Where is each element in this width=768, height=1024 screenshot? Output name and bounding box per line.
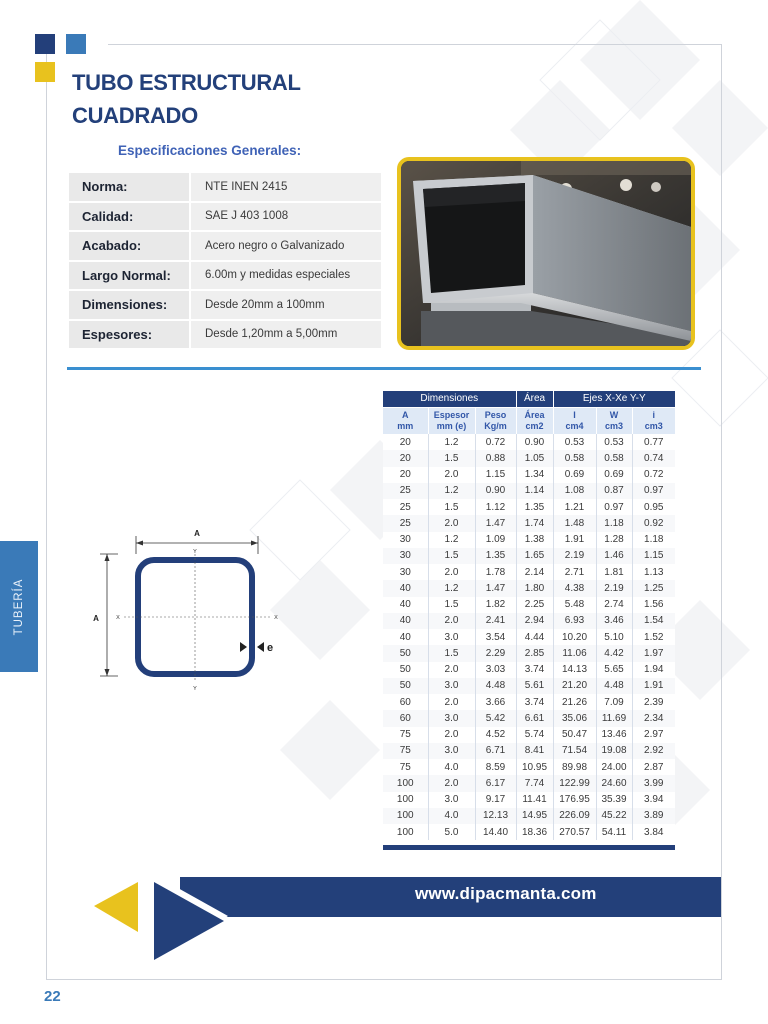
table-row <box>383 743 675 759</box>
table-cell: 100 <box>383 808 428 824</box>
table-cell: 11.69 <box>596 710 632 726</box>
table-cell: 14.95 <box>516 808 553 824</box>
technical-data-table <box>383 391 675 840</box>
table-cell: 40 <box>383 597 428 613</box>
table-cell: 3.46 <box>596 613 632 629</box>
table-cell: 5.74 <box>516 727 553 743</box>
table-cell: 5.61 <box>516 678 553 694</box>
table-row <box>383 597 675 613</box>
table-row <box>383 450 675 466</box>
table-cell: 50 <box>383 662 428 678</box>
column-header-unit: cm3 <box>604 420 623 431</box>
table-cell: 89.98 <box>553 759 596 775</box>
table-row <box>383 548 675 564</box>
table-cell: 1.34 <box>516 467 553 483</box>
spec-row <box>69 291 381 321</box>
table-cell: 1.94 <box>632 662 675 678</box>
table-cell: 2.87 <box>632 759 675 775</box>
table-cell: 0.72 <box>475 434 516 450</box>
table-cell: 1.91 <box>553 532 596 548</box>
table-cell: 3.03 <box>475 662 516 678</box>
table-cell: 6.17 <box>475 775 516 791</box>
table-cell: 3.84 <box>632 824 675 840</box>
table-cell: 1.65 <box>516 548 553 564</box>
column-header-unit: Kg/m <box>484 420 507 431</box>
table-cell: 13.46 <box>596 727 632 743</box>
axis-label-x-right: X <box>274 615 278 621</box>
table-cell: 1.80 <box>516 580 553 596</box>
table-cell: 20 <box>383 450 428 466</box>
table-cell: 7.74 <box>516 775 553 791</box>
table-cell: 270.57 <box>553 824 596 840</box>
table-cell: 50.47 <box>553 727 596 743</box>
table-cell: 4.0 <box>428 759 475 775</box>
table-cell: 5.65 <box>596 662 632 678</box>
table-cell: 2.74 <box>596 597 632 613</box>
page-title <box>72 66 301 132</box>
page-number: 22 <box>44 988 61 1005</box>
table-row <box>383 662 675 678</box>
table-cell: 1.54 <box>632 613 675 629</box>
table-cell: 2.41 <box>475 613 516 629</box>
table-cell: 3.74 <box>516 662 553 678</box>
table-row <box>383 775 675 791</box>
table-cell: 12.13 <box>475 808 516 824</box>
table-row <box>383 564 675 580</box>
table-cell: 1.46 <box>596 548 632 564</box>
spec-row <box>69 321 381 351</box>
table-cell: 2.0 <box>428 613 475 629</box>
page-title-line-2: CUADRADO <box>72 103 198 128</box>
table-cell: 0.77 <box>632 434 675 450</box>
table-cell: 0.74 <box>632 450 675 466</box>
column-header <box>383 407 428 434</box>
group-header-ejes: Ejes X-Xe Y-Y <box>553 391 675 407</box>
table-cell: 1.12 <box>475 499 516 515</box>
table-cell: 2.0 <box>428 564 475 580</box>
table-cell: 1.35 <box>475 548 516 564</box>
spec-value: Desde 20mm a 100mm <box>191 291 381 321</box>
table-cell: 2.71 <box>553 564 596 580</box>
table-cell: 1.5 <box>428 645 475 661</box>
spec-value: SAE J 403 1008 <box>191 203 381 233</box>
table-cell: 3.0 <box>428 792 475 808</box>
table-cell: 19.08 <box>596 743 632 759</box>
table-cell: 0.72 <box>632 467 675 483</box>
table-row <box>383 727 675 743</box>
navy-square-decoration <box>35 34 55 54</box>
table-cell: 2.29 <box>475 645 516 661</box>
table-cell: 2.92 <box>632 743 675 759</box>
table-row <box>383 499 675 515</box>
table-cell: 0.90 <box>516 434 553 450</box>
blue-square-decoration <box>66 34 86 54</box>
spec-value: NTE INEN 2415 <box>191 173 381 203</box>
table-row <box>383 792 675 808</box>
table-cell: 40 <box>383 613 428 629</box>
table-cell: 0.69 <box>553 467 596 483</box>
axis-label-x-left: X <box>116 615 120 621</box>
spec-label: Largo Normal: <box>69 262 191 292</box>
table-cell: 2.19 <box>553 548 596 564</box>
table-cell: 0.90 <box>475 483 516 499</box>
table-cell: 100 <box>383 792 428 808</box>
table-cell: 0.58 <box>596 450 632 466</box>
table-cell: 0.87 <box>596 483 632 499</box>
table-cell: 1.5 <box>428 499 475 515</box>
table-cell: 6.61 <box>516 710 553 726</box>
table-cell: 45.22 <box>596 808 632 824</box>
spec-row <box>69 232 381 262</box>
table-cell: 1.5 <box>428 450 475 466</box>
spec-label: Acabado: <box>69 232 191 262</box>
table-cell: 2.0 <box>428 727 475 743</box>
table-cell: 3.89 <box>632 808 675 824</box>
table-cell: 5.42 <box>475 710 516 726</box>
table-cell: 3.66 <box>475 694 516 710</box>
table-cell: 2.85 <box>516 645 553 661</box>
column-header-unit: mm <box>397 420 414 431</box>
column-header <box>632 407 675 434</box>
table-cell: 2.25 <box>516 597 553 613</box>
table-cell: 1.97 <box>632 645 675 661</box>
table-cell: 1.08 <box>553 483 596 499</box>
table-cell: 3.0 <box>428 710 475 726</box>
spec-row <box>69 262 381 292</box>
footer-navy-triangle <box>154 882 224 960</box>
table-cell: 1.82 <box>475 597 516 613</box>
table-cell: 60 <box>383 694 428 710</box>
table-cell: 6.71 <box>475 743 516 759</box>
table-cell: 176.95 <box>553 792 596 808</box>
column-header-unit: mm (e) <box>436 420 467 431</box>
footer-triangles <box>92 876 232 962</box>
table-row <box>383 613 675 629</box>
tube-section <box>138 560 252 674</box>
table-cell: 1.28 <box>596 532 632 548</box>
table-cell: 40 <box>383 580 428 596</box>
column-header <box>516 407 553 434</box>
table-cell: 1.18 <box>596 515 632 531</box>
table-group-header-row <box>383 391 675 407</box>
spec-label: Dimensiones: <box>69 291 191 321</box>
table-cell: 6.93 <box>553 613 596 629</box>
table-cell: 3.94 <box>632 792 675 808</box>
table-cell: 21.26 <box>553 694 596 710</box>
spec-value: Acero negro o Galvanizado <box>191 232 381 262</box>
table-cell: 226.09 <box>553 808 596 824</box>
table-cell: 1.2 <box>428 483 475 499</box>
column-header-name: A <box>402 409 409 420</box>
column-header-name: Peso <box>484 409 507 420</box>
table-cell: 1.78 <box>475 564 516 580</box>
table-cell: 0.95 <box>632 499 675 515</box>
spec-value: 6.00m y medidas especiales <box>191 262 381 292</box>
table-cell: 122.99 <box>553 775 596 791</box>
arrow-top-right <box>251 541 258 546</box>
table-cell: 0.88 <box>475 450 516 466</box>
section-divider <box>67 367 701 370</box>
table-cell: 14.40 <box>475 824 516 840</box>
table-cell: 1.48 <box>553 515 596 531</box>
spec-row <box>69 173 381 203</box>
table-row <box>383 678 675 694</box>
table-cell: 5.48 <box>553 597 596 613</box>
table-cell: 2.14 <box>516 564 553 580</box>
table-row <box>383 483 675 499</box>
table-cell: 75 <box>383 743 428 759</box>
table-cell: 1.52 <box>632 629 675 645</box>
table-cell: 1.47 <box>475 515 516 531</box>
axis-label-y-top: Y <box>193 549 197 555</box>
table-cell: 1.56 <box>632 597 675 613</box>
column-header-unit: cm2 <box>525 420 544 431</box>
column-header-name: Espesor <box>433 409 470 420</box>
column-header-unit: cm3 <box>644 420 663 431</box>
table-cell: 1.2 <box>428 580 475 596</box>
table-column-header-row <box>383 407 675 434</box>
table-footer-bar <box>383 845 675 850</box>
table-cell: 1.15 <box>475 467 516 483</box>
section-side-tab-label: TUBERÍA <box>13 578 25 635</box>
table-cell: 1.15 <box>632 548 675 564</box>
table-cell: 3.54 <box>475 629 516 645</box>
table-cell: 20 <box>383 467 428 483</box>
table-cell: 3.0 <box>428 629 475 645</box>
table-row <box>383 808 675 824</box>
table-cell: 2.34 <box>632 710 675 726</box>
table-row <box>383 532 675 548</box>
page-frame-top-line <box>108 44 722 45</box>
table-cell: 3.0 <box>428 678 475 694</box>
table-cell: 8.59 <box>475 759 516 775</box>
group-header-area: Área <box>516 391 553 407</box>
arrow-left-bottom <box>105 669 110 676</box>
yellow-square-decoration <box>35 62 55 82</box>
axis-label-y-bottom: Y <box>193 686 197 692</box>
table-cell: 60 <box>383 710 428 726</box>
table-cell: 2.0 <box>428 662 475 678</box>
specs-heading: Especificaciones Generales: <box>118 143 302 158</box>
table-cell: 11.06 <box>553 645 596 661</box>
table-cell: 0.97 <box>596 499 632 515</box>
group-header-dimensiones: Dimensiones <box>383 391 516 407</box>
table-row <box>383 710 675 726</box>
table-cell: 7.09 <box>596 694 632 710</box>
column-header <box>475 407 516 434</box>
table-cell: 0.53 <box>553 434 596 450</box>
table-cell: 1.05 <box>516 450 553 466</box>
table-cell: 30 <box>383 532 428 548</box>
table-cell: 2.39 <box>632 694 675 710</box>
product-photo <box>397 157 695 350</box>
website-link[interactable]: www.dipacmanta.com <box>415 884 597 903</box>
table-cell: 35.06 <box>553 710 596 726</box>
table-cell: 1.35 <box>516 499 553 515</box>
table-cell: 14.13 <box>553 662 596 678</box>
dimension-label-a-top: A <box>194 529 200 538</box>
table-cell: 4.48 <box>596 678 632 694</box>
arrow-left-top <box>105 554 110 561</box>
spec-label: Espesores: <box>69 321 191 351</box>
table-row <box>383 824 675 840</box>
table-cell: 71.54 <box>553 743 596 759</box>
spec-value: Desde 1,20mm a 5,00mm <box>191 321 381 351</box>
footer-yellow-triangle <box>94 882 138 932</box>
table-body <box>383 434 675 840</box>
table-cell: 11.41 <box>516 792 553 808</box>
table-cell: 50 <box>383 678 428 694</box>
spec-label: Calidad: <box>69 203 191 233</box>
column-header-name: W <box>609 409 619 420</box>
thickness-arrow-out <box>257 642 264 652</box>
table-cell: 75 <box>383 759 428 775</box>
column-header-name: i <box>652 409 656 420</box>
table-cell: 1.74 <box>516 515 553 531</box>
table-cell: 4.48 <box>475 678 516 694</box>
table-cell: 25 <box>383 515 428 531</box>
column-header-name: Área <box>524 409 545 420</box>
column-header-name: I <box>573 409 576 420</box>
table-cell: 1.91 <box>632 678 675 694</box>
table-cell: 1.5 <box>428 548 475 564</box>
table-cell: 4.42 <box>596 645 632 661</box>
square-tube-illustration <box>401 161 691 346</box>
table-cell: 2.19 <box>596 580 632 596</box>
table-cell: 2.97 <box>632 727 675 743</box>
table-cell: 25 <box>383 483 428 499</box>
column-header <box>596 407 632 434</box>
table-row <box>383 759 675 775</box>
table-cell: 2.0 <box>428 694 475 710</box>
table-cell: 0.69 <box>596 467 632 483</box>
spec-label: Norma: <box>69 173 191 203</box>
cross-section-diagram <box>88 524 298 699</box>
table-cell: 1.2 <box>428 434 475 450</box>
table-cell: 40 <box>383 629 428 645</box>
table-cell: 0.53 <box>596 434 632 450</box>
page-title-line-1: TUBO ESTRUCTURAL <box>72 70 301 95</box>
dimension-label-a-left: A <box>93 614 99 623</box>
table-cell: 5.0 <box>428 824 475 840</box>
table-cell: 1.13 <box>632 564 675 580</box>
table-cell: 18.36 <box>516 824 553 840</box>
column-header-unit: cm4 <box>565 420 584 431</box>
spec-row <box>69 203 381 233</box>
table-row <box>383 694 675 710</box>
table-cell: 1.18 <box>632 532 675 548</box>
table-cell: 1.47 <box>475 580 516 596</box>
table-cell: 1.2 <box>428 532 475 548</box>
table-cell: 3.99 <box>632 775 675 791</box>
table-cell: 10.95 <box>516 759 553 775</box>
table-row <box>383 580 675 596</box>
table-cell: 24.60 <box>596 775 632 791</box>
column-header <box>553 407 596 434</box>
table-cell: 100 <box>383 775 428 791</box>
table-cell: 1.09 <box>475 532 516 548</box>
table-cell: 54.11 <box>596 824 632 840</box>
table-cell: 1.38 <box>516 532 553 548</box>
arrow-top-left <box>136 541 143 546</box>
table-cell: 30 <box>383 564 428 580</box>
table-cell: 35.39 <box>596 792 632 808</box>
table-cell: 4.38 <box>553 580 596 596</box>
table-cell: 24.00 <box>596 759 632 775</box>
table-row <box>383 467 675 483</box>
table-cell: 20 <box>383 434 428 450</box>
table-row <box>383 629 675 645</box>
table-cell: 1.14 <box>516 483 553 499</box>
table-cell: 50 <box>383 645 428 661</box>
table-cell: 5.10 <box>596 629 632 645</box>
table-cell: 30 <box>383 548 428 564</box>
table-cell: 3.0 <box>428 743 475 759</box>
table-cell: 4.52 <box>475 727 516 743</box>
table-cell: 4.44 <box>516 629 553 645</box>
table-cell: 1.21 <box>553 499 596 515</box>
table-cell: 3.74 <box>516 694 553 710</box>
table-cell: 10.20 <box>553 629 596 645</box>
table-cell: 1.5 <box>428 597 475 613</box>
section-side-tab <box>0 541 38 672</box>
table-row <box>383 645 675 661</box>
table-cell: 8.41 <box>516 743 553 759</box>
table-cell: 0.97 <box>632 483 675 499</box>
table-cell: 25 <box>383 499 428 515</box>
table-cell: 100 <box>383 824 428 840</box>
table-row <box>383 515 675 531</box>
table-cell: 0.92 <box>632 515 675 531</box>
column-header <box>428 407 475 434</box>
table-cell: 75 <box>383 727 428 743</box>
table-cell: 2.94 <box>516 613 553 629</box>
table-cell: 2.0 <box>428 467 475 483</box>
table-cell: 4.0 <box>428 808 475 824</box>
table-cell: 9.17 <box>475 792 516 808</box>
thickness-label-e: e <box>267 642 274 654</box>
table-cell: 1.25 <box>632 580 675 596</box>
table-cell: 21.20 <box>553 678 596 694</box>
table-cell: 0.58 <box>553 450 596 466</box>
table-cell: 2.0 <box>428 515 475 531</box>
specs-table <box>69 173 381 350</box>
table-cell: 1.81 <box>596 564 632 580</box>
thickness-arrow-in <box>240 642 247 652</box>
table-row <box>383 434 675 450</box>
table-cell: 2.0 <box>428 775 475 791</box>
